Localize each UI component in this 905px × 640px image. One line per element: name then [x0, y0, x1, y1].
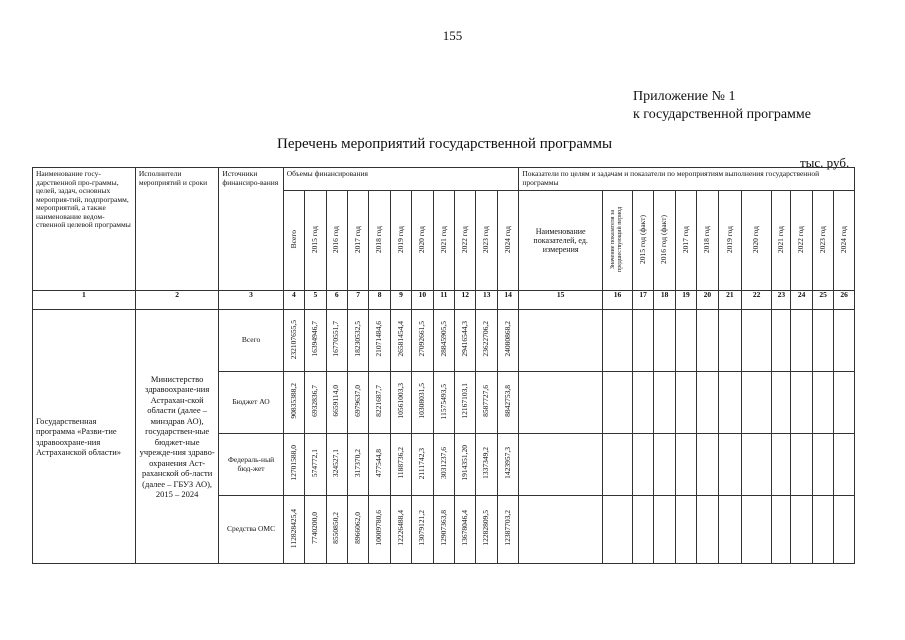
- funding-value-cell: [412, 496, 433, 564]
- funding-value-cell: [455, 310, 476, 372]
- header-indicator-col: [632, 191, 653, 291]
- funding-value: 18230532,5: [352, 321, 362, 358]
- funding-value: 13678046,4: [460, 510, 470, 547]
- funding-value: 23622706,2: [481, 321, 491, 358]
- funding-value: 6979637,0: [352, 385, 362, 418]
- funding-value: 3031237,6: [438, 447, 448, 480]
- header-volume-label: 2019 год: [395, 225, 405, 253]
- funding-value: 16770551,7: [331, 321, 341, 358]
- indicator-empty-cell: [632, 310, 653, 372]
- column-number: 1: [33, 291, 136, 310]
- header-volumes: Объемы финансирования: [283, 168, 519, 191]
- indicator-empty-cell: [791, 372, 812, 434]
- column-number: 26: [834, 291, 855, 310]
- funding-value-cell: [497, 434, 518, 496]
- funding-value: 317370,2: [352, 449, 362, 478]
- header-volume-label: 2021 год: [438, 225, 448, 253]
- indicator-empty-cell: [602, 496, 632, 564]
- funding-value: 90835388,2: [288, 383, 298, 420]
- header-indicator-label: 2020 год: [751, 225, 761, 253]
- funding-value: 10561003,3: [395, 383, 405, 420]
- funding-value-cell: [326, 310, 347, 372]
- funding-value: 8550850,2: [331, 512, 341, 545]
- header-volume-col: [455, 191, 476, 291]
- header-volume-label: Всего: [288, 230, 298, 249]
- header-indicator-col: [675, 191, 696, 291]
- column-number: 17: [632, 291, 653, 310]
- funding-value: 12226488,4: [395, 510, 405, 547]
- header-volume-col: [369, 191, 390, 291]
- column-number: 10: [412, 291, 433, 310]
- indicator-empty-cell: [834, 496, 855, 564]
- header-volume-label: 2024 год: [502, 225, 512, 253]
- funding-value: 232107655,5: [288, 319, 298, 359]
- funding-value: 1337349,2: [481, 447, 491, 480]
- funding-value-cell: [369, 310, 390, 372]
- funding-value: 16394946,7: [310, 321, 320, 358]
- indicator-empty-cell: [602, 372, 632, 434]
- header-volume-col: [305, 191, 326, 291]
- funding-value-cell: [433, 496, 454, 564]
- funding-value: 1188736,2: [395, 447, 405, 480]
- funding-value-cell: [412, 310, 433, 372]
- column-number: 21: [718, 291, 742, 310]
- indicator-empty-cell: [675, 310, 696, 372]
- indicator-empty-cell: [772, 372, 791, 434]
- indicator-empty-cell: [718, 372, 742, 434]
- indicator-empty-cell: [697, 310, 718, 372]
- header-indicator-col: [654, 191, 675, 291]
- funding-value-cell: [476, 310, 497, 372]
- funding-value: 8966062,0: [352, 512, 362, 545]
- header-volume-col: [347, 191, 368, 291]
- funding-value-cell: [455, 496, 476, 564]
- header-indicator-label: 2016 год (факт): [659, 214, 669, 264]
- header-indicator-label: 2022 год: [796, 225, 806, 253]
- funding-value: 2111742,3: [417, 447, 427, 479]
- indicator-empty-cell: [697, 434, 718, 496]
- funding-value-cell: [412, 434, 433, 496]
- header-volume-col: [390, 191, 411, 291]
- header-volume-col: [433, 191, 454, 291]
- header-volume-col: [283, 191, 304, 291]
- column-number: 9: [390, 291, 411, 310]
- funding-value: 28845905,5: [438, 321, 448, 358]
- indicator-empty-cell: [791, 496, 812, 564]
- header-indicator-col: [812, 191, 833, 291]
- column-number: 20: [697, 291, 718, 310]
- header-program-name: Наименование госу-дарственной про-граммы, целей, задач, основных мероприя-тий, подпрограмм, мероприятий, а также наименование ведом-ственной целевой программы: [33, 168, 136, 291]
- indicator-empty-cell: [654, 496, 675, 564]
- indicator-empty-cell: [675, 372, 696, 434]
- indicator-empty-cell: [632, 496, 653, 564]
- funding-value: 574772,1: [310, 449, 320, 478]
- indicator-empty-cell: [632, 434, 653, 496]
- funding-value-cell: [497, 372, 518, 434]
- funding-value: 7740200,0: [310, 512, 320, 545]
- funding-value: 13079121,2: [417, 510, 427, 547]
- indicator-empty-cell: [675, 434, 696, 496]
- funding-value-cell: [305, 372, 326, 434]
- funding-value-cell: [390, 372, 411, 434]
- funding-value: 29416544,3: [460, 321, 470, 358]
- funding-value: 12701588,0: [288, 445, 298, 482]
- indicator-empty-cell: [718, 434, 742, 496]
- program-table: [32, 167, 855, 564]
- indicator-empty-cell: [812, 310, 833, 372]
- indicator-empty-cell: [812, 372, 833, 434]
- funding-value-cell: [326, 496, 347, 564]
- header-indicator-label: 2018 год: [702, 225, 712, 253]
- appendix-line-1: Приложение № 1: [633, 89, 736, 104]
- column-number: 19: [675, 291, 696, 310]
- appendix-label: [633, 88, 811, 124]
- header-executors: Исполнители мероприятий и сроки: [135, 168, 219, 291]
- funding-value-cell: [369, 496, 390, 564]
- program-name: Государственная программа «Разви-тие здравоохране-ния Астраханской области»: [36, 415, 122, 457]
- indicator-empty-cell: [718, 310, 742, 372]
- indicator-empty-cell: [742, 434, 772, 496]
- funding-value-cell: [455, 372, 476, 434]
- indicator-empty-cell: [791, 434, 812, 496]
- funding-value: 112828425,4: [288, 508, 298, 548]
- funding-value: 12282809,5: [481, 510, 491, 547]
- header-volume-col: [412, 191, 433, 291]
- funding-value-cell: [476, 496, 497, 564]
- funding-value-cell: [347, 434, 368, 496]
- indicator-empty-cell: [834, 434, 855, 496]
- funding-value: 324527,1: [331, 449, 341, 478]
- indicator-empty-cell: [742, 310, 772, 372]
- funding-value-cell: [476, 434, 497, 496]
- indicator-empty-cell: [519, 496, 603, 564]
- document-title: Перечень мероприятий государственной программы: [277, 136, 613, 152]
- units-label: тыс. руб.: [800, 155, 850, 170]
- funding-value-cell: [455, 434, 476, 496]
- header-volume-col: [326, 191, 347, 291]
- indicator-empty-cell: [654, 372, 675, 434]
- column-number: 3: [219, 291, 283, 310]
- funding-value-cell: [433, 372, 454, 434]
- column-number: 5: [305, 291, 326, 310]
- column-number: 14: [497, 291, 518, 310]
- funding-value: 12907363,8: [438, 510, 448, 547]
- column-number: 4: [283, 291, 304, 310]
- header-indicator-label: 2021 год: [776, 225, 786, 253]
- indicator-empty-cell: [602, 310, 632, 372]
- funding-value-cell: [347, 496, 368, 564]
- column-number: 13: [476, 291, 497, 310]
- column-number: 23: [772, 291, 791, 310]
- column-number: 8: [369, 291, 390, 310]
- header-indicators: Показатели по целям и задачам и показатели по мероприятиям выполнения государственной программы: [519, 168, 855, 191]
- header-sources: Источники финансиро-вания: [219, 168, 283, 291]
- indicator-empty-cell: [654, 310, 675, 372]
- header-indicator-label: 2023 год: [817, 225, 827, 253]
- header-volume-col: [476, 191, 497, 291]
- funding-value: 477544,8: [374, 449, 384, 478]
- funding-value-cell: [497, 310, 518, 372]
- funding-value-cell: [369, 372, 390, 434]
- header-indicator-col: [791, 191, 812, 291]
- funding-value-cell: [347, 310, 368, 372]
- column-number: 2: [135, 291, 219, 310]
- header-volume-col: [497, 191, 518, 291]
- header-indicator-col: [742, 191, 772, 291]
- header-volume-label: 2023 год: [481, 225, 491, 253]
- header-indicator-label: 2024 год: [838, 225, 848, 253]
- header-volume-label: 2017 год: [352, 225, 362, 253]
- funding-value-cell: [390, 434, 411, 496]
- funding-value-cell: [412, 372, 433, 434]
- column-number: 22: [742, 291, 772, 310]
- column-number: 24: [791, 291, 812, 310]
- appendix-line-2: к государственной программе: [633, 107, 811, 122]
- column-number: 16: [602, 291, 632, 310]
- funding-value-cell: [326, 372, 347, 434]
- indicator-empty-cell: [519, 372, 603, 434]
- funding-value: 24080868,2: [502, 321, 512, 358]
- funding-value-cell: [369, 434, 390, 496]
- funding-value: 8221687,7: [374, 385, 384, 418]
- funding-value-cell: [390, 496, 411, 564]
- indicator-empty-cell: [697, 496, 718, 564]
- page-number: 155: [442, 28, 463, 43]
- funding-value-cell: [283, 372, 304, 434]
- column-number: 11: [433, 291, 454, 310]
- indicator-empty-cell: [772, 496, 791, 564]
- funding-source: Всего: [219, 310, 283, 372]
- header-volume-label: 2022 год: [460, 225, 470, 253]
- funding-source: Средства ОМС: [219, 496, 283, 564]
- header-indicator-col: [834, 191, 855, 291]
- header-volume-label: 2020 год: [417, 225, 427, 253]
- indicator-empty-cell: [812, 496, 833, 564]
- column-number: 25: [812, 291, 833, 310]
- funding-value-cell: [347, 372, 368, 434]
- funding-value-cell: [433, 434, 454, 496]
- indicator-empty-cell: [519, 310, 603, 372]
- funding-value-cell: [326, 434, 347, 496]
- funding-value: 1423957,3: [502, 447, 512, 480]
- funding-value: 6932836,7: [310, 385, 320, 418]
- indicator-empty-cell: [791, 310, 812, 372]
- funding-value: 12387703,2: [502, 510, 512, 547]
- column-number: 12: [455, 291, 476, 310]
- funding-value: 11575493,5: [438, 383, 448, 419]
- header-indicator-label: Значение показателя за предшествующий период: [610, 206, 624, 272]
- funding-value: 8842753,8: [502, 385, 512, 418]
- header-indicator-label: 2015 год (факт): [637, 214, 647, 264]
- header-indicator-col: [772, 191, 791, 291]
- header-indicator-name: Наименование показателей, ед. измерения: [519, 191, 603, 291]
- indicator-empty-cell: [602, 434, 632, 496]
- funding-value: 10009780,6: [374, 510, 384, 547]
- indicator-empty-cell: [697, 372, 718, 434]
- funding-value: 21071484,6: [374, 321, 384, 358]
- indicator-empty-cell: [742, 372, 772, 434]
- funding-value-cell: [283, 310, 304, 372]
- indicator-empty-cell: [812, 434, 833, 496]
- header-indicator-label: 2019 год: [724, 225, 734, 253]
- funding-source: Бюджет АО: [219, 372, 283, 434]
- funding-value: 6659114,0: [331, 385, 341, 418]
- program-name-cell: [33, 310, 136, 564]
- indicator-empty-cell: [519, 434, 603, 496]
- funding-value: 1914351,20: [460, 445, 470, 482]
- executor-cell: [135, 310, 219, 564]
- header-volume-label: 2015 год: [310, 225, 320, 253]
- funding-value-cell: [283, 496, 304, 564]
- indicator-empty-cell: [772, 434, 791, 496]
- indicator-empty-cell: [632, 372, 653, 434]
- header-indicator-col: [718, 191, 742, 291]
- funding-source: Федераль-ный бюд-жет: [219, 434, 283, 496]
- executor-text: Министерство здравоохране-ния Астрахан-ской области (далее – минздрав АО), государствен-ные бюджет-ные учрежде-ния здраво-охранения Аст-раханской об-ласти (далее – ГБУЗ АО), 2015 – 2024: [139, 373, 215, 499]
- funding-value: 26581454,4: [395, 321, 405, 358]
- column-number: 7: [347, 291, 368, 310]
- header-indicator-col: [697, 191, 718, 291]
- funding-value: 8587727,6: [481, 385, 491, 418]
- funding-value-cell: [476, 372, 497, 434]
- indicator-empty-cell: [772, 310, 791, 372]
- header-volume-label: 2016 год: [331, 225, 341, 253]
- header-indicator-label: 2017 год: [680, 225, 690, 253]
- column-number: 6: [326, 291, 347, 310]
- header-volume-label: 2018 год: [374, 225, 384, 253]
- funding-value-cell: [305, 496, 326, 564]
- funding-value-cell: [305, 434, 326, 496]
- funding-value: 10308031,5: [417, 383, 427, 420]
- funding-value: 27092661,5: [417, 321, 427, 358]
- funding-value-cell: [497, 496, 518, 564]
- indicator-empty-cell: [834, 310, 855, 372]
- header-indicator-col: [602, 191, 632, 291]
- funding-value-cell: [390, 310, 411, 372]
- funding-value-cell: [283, 434, 304, 496]
- column-number: 15: [519, 291, 603, 310]
- column-number: 18: [654, 291, 675, 310]
- indicator-empty-cell: [718, 496, 742, 564]
- indicator-empty-cell: [675, 496, 696, 564]
- funding-value: 12167103,1: [460, 383, 470, 420]
- indicator-empty-cell: [834, 372, 855, 434]
- indicator-empty-cell: [742, 496, 772, 564]
- funding-value-cell: [433, 310, 454, 372]
- funding-value-cell: [305, 310, 326, 372]
- indicator-empty-cell: [654, 434, 675, 496]
